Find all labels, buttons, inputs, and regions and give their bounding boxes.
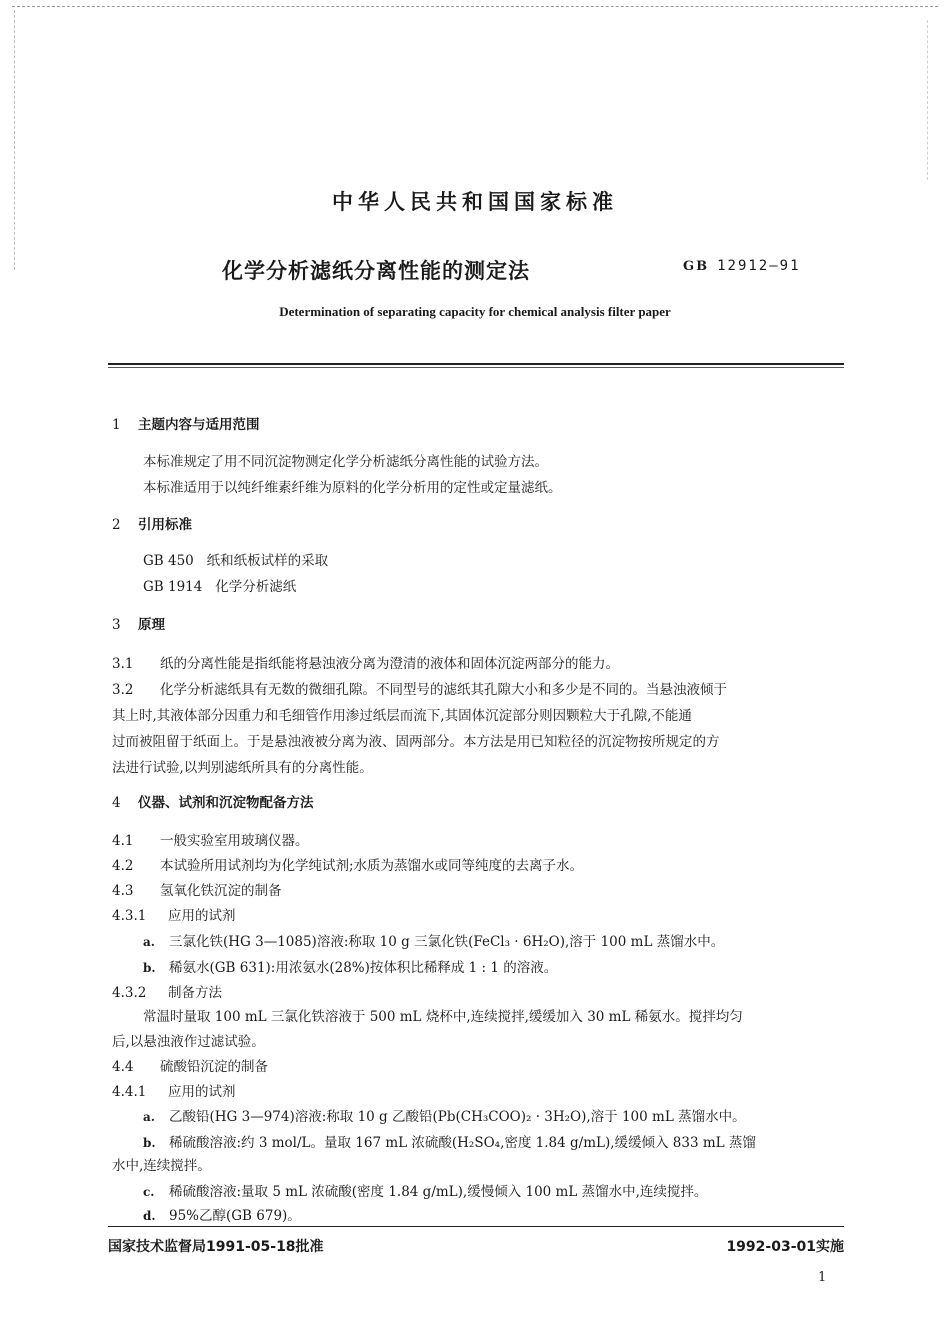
approval-date: 国家技术监督局1991-05-18批准 [108,1239,324,1255]
page-number: 1 [818,1270,827,1285]
item-marker: a. [143,1110,155,1124]
gb-label: GB [683,259,710,274]
list-item [143,933,724,951]
reference-item: GB 450 纸和纸板试样的采取 [143,553,329,569]
gb-number: 12912—91 [717,258,801,274]
clause [112,681,727,699]
item-marker: d. [143,1209,156,1223]
section-heading [112,516,192,534]
paragraph-line: 本标准规定了用不同沉淀物测定化学分析滤纸分离性能的试验方法。 [143,454,548,470]
clause-text: 一般实验室用玻璃仪器。 [160,833,309,849]
item-text: 稀氨水(GB 631):用浓氨水(28%)按体积比稀释成 1 : 1 的溶液。 [169,960,558,976]
clause-text: 制备方法 [168,985,222,1001]
standard-title: 化学分析滤纸分离性能的测定法 [222,259,530,283]
clause [112,1058,268,1076]
section-number: 4 [112,795,121,811]
clause-text: 化学分析滤纸具有无数的微细孔隙。不同型号的滤纸其孔隙大小和多少是不同的。当悬浊液倾于 [160,682,727,698]
item-text: 稀硫酸溶液:量取 5 mL 浓硫酸(密度 1.84 g/mL),缓慢倾入 100 mL 蒸馏水中,连续搅拌。 [169,1184,708,1200]
section-title: 主题内容与适用范围 [138,417,260,433]
clause-text: 纸的分离性能是指纸能将悬浊液分离为澄清的液体和固体沉淀两部分的能力。 [160,656,619,672]
clause-number: 3.2 [112,682,134,698]
scan-edge-noise [14,10,15,270]
clause [112,832,309,850]
clause-number: 4.1 [112,833,134,849]
clause-number: 4.3.2 [112,985,147,1001]
clause-text: 应用的试剂 [168,1084,236,1100]
section-title: 仪器、试剂和沉淀物配备方法 [138,795,314,811]
item-marker: b. [143,1136,156,1150]
section-title: 引用标准 [138,517,192,533]
clause-text: 本试验所用试剂均为化学纯试剂;水质为蒸馏水或同等纯度的去离子水。 [160,858,584,874]
section-number: 2 [112,517,121,533]
list-item [143,1134,756,1152]
section-title: 原理 [138,617,165,633]
item-text: 稀硫酸溶液:约 3 mol/L。量取 167 mL 浓硫酸(H₂SO₄,密度 1.84 g/mL),缓缓倾入 833 mL 蒸馏 [169,1135,756,1151]
clause-text: 应用的试剂 [168,908,236,924]
scan-edge-noise [927,20,928,180]
paragraph-line: 本标准适用于以纯纤维素纤维为原料的化学分析用的定性或定量滤纸。 [143,480,562,496]
item-marker: b. [143,961,156,975]
implementation-date: 1992-03-01实施 [726,1239,844,1255]
paragraph-line: 其上时,其液体部分因重力和毛细管作用渗过纸层而流下,其固体沉淀部分则因颗粒大于孔隙,不能通 [112,708,692,724]
section-heading [112,416,260,434]
list-item [143,959,557,977]
list-item [143,1108,746,1126]
item-text: 乙酸铅(HG 3—974)溶液:称取 10 g 乙酸铅(Pb(CH₃COO)₂ · 3H₂O),溶于 100 mL 蒸馏水中。 [169,1109,746,1125]
paragraph-line: 水中,连续搅拌。 [112,1158,211,1174]
national-standard-heading: 中华人民共和国国家标准 [332,190,618,214]
clause-number: 4.4 [112,1059,134,1075]
header-rule [108,367,844,368]
item-marker: a. [143,935,155,949]
section-number: 1 [112,417,121,433]
item-marker: c. [143,1185,155,1199]
clause [112,857,583,875]
paragraph-line: 后,以悬浊液作过滤试验。 [112,1034,265,1050]
clause-text: 硫酸铅沉淀的制备 [160,1059,268,1075]
clause-number: 4.3.1 [112,908,147,924]
scan-edge-noise [12,6,938,7]
reference-item: GB 1914 化学分析滤纸 [143,579,297,595]
paragraph-line: 常温时量取 100 mL 三氯化铁溶液于 500 mL 烧杯中,连续搅拌,缓缓加入 30 mL 稀氨水。搅拌均匀 [143,1009,743,1025]
section-number: 3 [112,617,121,633]
clause [112,907,236,925]
paragraph-line: 法进行试验,以判别滤纸所具有的分离性能。 [112,760,373,776]
footer-rule [108,1226,844,1227]
header-rule [108,363,844,365]
paragraph-line: 过而被阻留于纸面上。于是悬浊液被分离为液、固两部分。本方法是用已知粒径的沉淀物按所规定的方 [112,734,720,750]
clause-text: 氢氧化铁沉淀的制备 [160,883,282,899]
clause [112,984,222,1002]
clause [112,882,282,900]
list-item [143,1183,707,1201]
clause [112,655,619,673]
english-title: Determination of separating capacity for chemical analysis filter paper [279,304,671,319]
clause [112,1083,236,1101]
clause-number: 4.4.1 [112,1084,147,1100]
clause-number: 4.3 [112,883,134,899]
clause-number: 3.1 [112,656,134,672]
list-item [143,1207,301,1225]
item-text: 三氯化铁(HG 3—1085)溶液:称取 10 g 三氯化铁(FeCl₃ · 6H₂O),溶于 100 mL 蒸馏水中。 [169,934,725,950]
section-heading [112,794,314,812]
standard-code [683,258,801,274]
section-heading [112,616,165,634]
item-text: 95%乙醇(GB 679)。 [169,1208,301,1224]
clause-number: 4.2 [112,858,134,874]
